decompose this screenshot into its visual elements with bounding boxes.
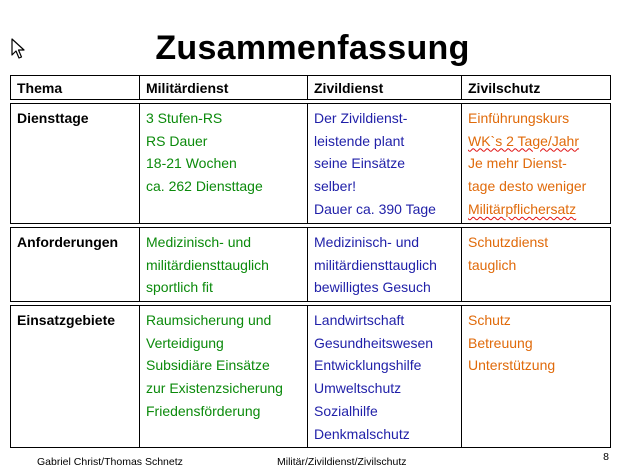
zivil-cell [307, 104, 461, 223]
cell-line: Einführungskurs [468, 110, 570, 126]
cell-line: ca. 262 Diensttage [146, 178, 263, 195]
cell-line: Medizinisch- und [314, 234, 420, 250]
cell-line: 3 Stufen-RS [146, 110, 223, 126]
zivil-cell [307, 306, 461, 447]
cell-line: seine Einsätze [314, 155, 406, 172]
militaer-cell [139, 104, 307, 223]
cell-line: Gesundheitswesen [314, 334, 434, 351]
table-row-einsatzgebiete [10, 305, 611, 448]
table-row-anforderungen [10, 227, 611, 302]
cell-line: Medizinisch- und [146, 234, 252, 250]
zivilschutz-cell [461, 306, 610, 447]
footer-topic: Militär/Zivildienst/Zivilschutz [277, 456, 407, 468]
slide-title: Zusammenfassung [155, 29, 470, 67]
header-zivilschutz: Zivilschutz [461, 76, 610, 99]
row-label: Einsatzgebiete [17, 312, 116, 328]
cell-line: bewilligtes Gesuch [314, 279, 431, 296]
cell-line: zur Existenzsicherung [146, 380, 283, 397]
header-thema: Thema [17, 80, 63, 96]
table-header [10, 75, 611, 100]
cell-line: Denkmalschutz [314, 425, 410, 442]
cell-line: tage desto weniger [468, 178, 587, 195]
cell-line: Verteidigung [146, 334, 224, 351]
cell-line: Unterstützung [468, 357, 556, 374]
cell-line: Der Zivildienst- [314, 110, 408, 126]
cell-line: Sozialhilfe [314, 402, 378, 419]
cell-line: tauglich [468, 256, 517, 273]
zivilschutz-cell [461, 228, 610, 301]
cell-line: WK`s 2 Tage/Jahr [468, 132, 580, 149]
cell-line: Schutzdienst [468, 234, 549, 250]
cell-line: leistende plant [314, 132, 405, 149]
cell-line: militärdiensttauglich [314, 256, 437, 273]
row-label: Anforderungen [17, 234, 119, 250]
cell-line: selber! [314, 178, 357, 195]
cell-line: militärdiensttauglich [146, 256, 269, 273]
militaer-cell [139, 306, 307, 447]
page-number: 8 [603, 451, 609, 463]
footer-authors: Gabriel Christ/Thomas Schnetz [37, 456, 183, 468]
cell-line: Schutz [468, 312, 511, 328]
cell-line: Entwicklungshilfe [314, 357, 422, 374]
cell-line: Landwirtschaft [314, 312, 405, 328]
zivilschutz-cell [461, 104, 610, 223]
cell-line: sportlich fit [146, 279, 213, 296]
cell-line: RS Dauer [146, 132, 208, 149]
cell-line: Dauer ca. 390 Tage [314, 200, 436, 217]
cell-line: Subsidiäre Einsätze [146, 357, 270, 374]
cell-line: Je mehr Dienst- [468, 155, 567, 172]
table-row-diensttage [10, 103, 611, 224]
header-zivildienst: Zivildienst [307, 76, 461, 99]
row-label: Diensttage [17, 110, 89, 126]
cell-line: Militärpflichersatz [468, 200, 577, 217]
cell-line: Umweltschutz [314, 380, 402, 397]
cell-line: Raumsicherung und [146, 312, 272, 328]
militaer-cell [139, 228, 307, 301]
cell-line: Friedensförderung [146, 402, 261, 419]
zivil-cell [307, 228, 461, 301]
cell-line: Betreuung [468, 334, 533, 351]
header-militaerdienst: Militärdienst [139, 76, 307, 99]
cell-line: 18-21 Wochen [146, 155, 237, 172]
